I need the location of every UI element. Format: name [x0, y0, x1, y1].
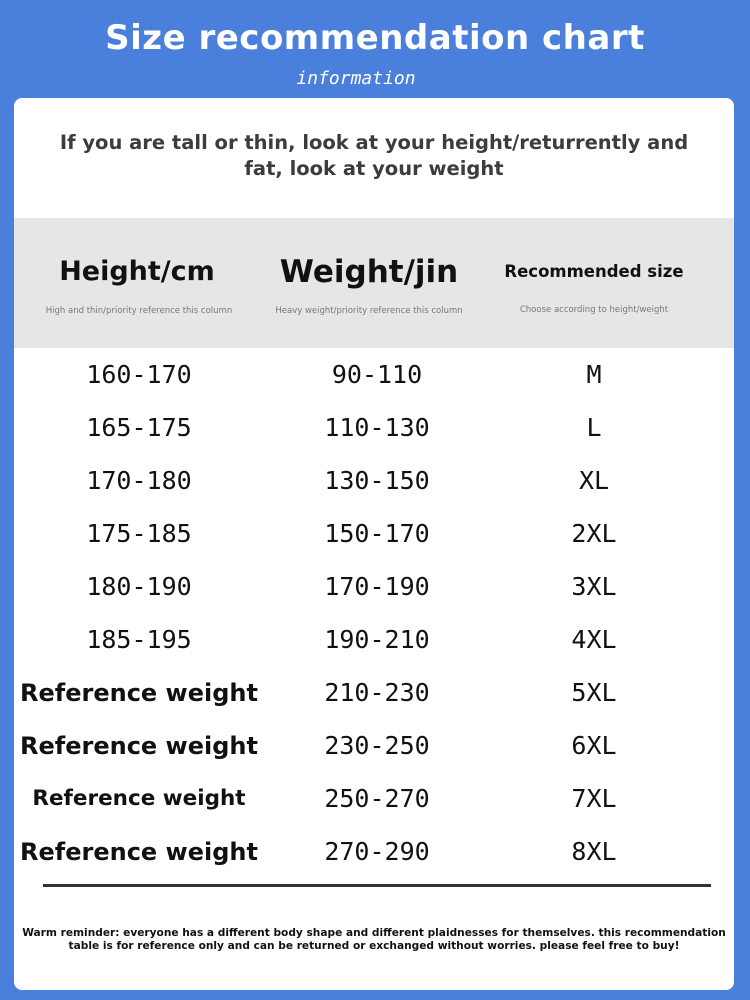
weight-cell: 250-270: [324, 784, 430, 813]
table-row: [14, 837, 734, 890]
weight-cell: 130-150: [324, 466, 430, 495]
table-row: [14, 625, 734, 678]
size-cell: 5XL: [571, 678, 617, 707]
table-row: [14, 572, 734, 625]
column-header-size-sublabel: Choose according to height/weight: [519, 305, 669, 315]
sizing-note: If you are tall or thin, look at your height/returrently and fat, look at your weight: [59, 131, 689, 180]
height-cell: 185-195: [86, 625, 192, 654]
divider: [43, 884, 711, 887]
size-cell: L: [586, 413, 602, 442]
size-cell: 6XL: [571, 731, 617, 760]
size-cell: XL: [578, 466, 610, 495]
weight-cell: 230-250: [324, 731, 430, 760]
height-cell: Reference weight: [20, 732, 258, 760]
weight-cell: 150-170: [324, 519, 430, 548]
weight-cell: 170-190: [324, 572, 430, 601]
table-row: [14, 519, 734, 572]
column-header-size-label: Recommended size: [504, 262, 684, 281]
column-header-height-label: Height/cm: [59, 256, 215, 287]
page-subtitle: information: [296, 68, 416, 89]
table-row: [14, 731, 734, 784]
size-cell: 8XL: [571, 837, 617, 866]
column-header-height-sublabel: High and thin/priority reference this column: [45, 306, 233, 316]
size-cell: 7XL: [571, 784, 617, 813]
size-cell: 3XL: [571, 572, 617, 601]
height-cell: 165-175: [86, 413, 192, 442]
size-cell: M: [586, 360, 602, 389]
size-cell: 2XL: [571, 519, 617, 548]
table-row: [14, 360, 734, 413]
height-cell: 170-180: [86, 466, 192, 495]
weight-cell: 210-230: [324, 678, 430, 707]
table-header: [14, 218, 734, 348]
size-chart-card: [14, 98, 734, 990]
size-table-body: [14, 360, 734, 890]
column-header-weight-sublabel: Heavy weight/priority reference this column: [275, 306, 463, 316]
weight-cell: 90-110: [331, 360, 423, 389]
weight-cell: 110-130: [324, 413, 430, 442]
table-row: [14, 466, 734, 519]
height-cell: 180-190: [86, 572, 192, 601]
table-row: [14, 678, 734, 731]
table-row: [14, 784, 734, 837]
warm-reminder: Warm reminder: everyone has a different body shape and different plaidnesses for themselves. this recommendation table is for reference only and can be returned or exchanged without worries. please feel free to buy!: [22, 927, 726, 952]
height-cell: 175-185: [86, 519, 192, 548]
height-cell: 160-170: [86, 360, 192, 389]
height-cell: Reference weight: [20, 679, 258, 707]
table-row: [14, 413, 734, 466]
weight-cell: 190-210: [324, 625, 430, 654]
height-cell: Reference weight: [20, 838, 258, 866]
page-title: Size recommendation chart: [105, 18, 645, 58]
height-cell: Reference weight: [32, 786, 246, 811]
column-header-weight-label: Weight/jin: [279, 254, 459, 290]
weight-cell: 270-290: [324, 837, 430, 866]
size-cell: 4XL: [571, 625, 617, 654]
